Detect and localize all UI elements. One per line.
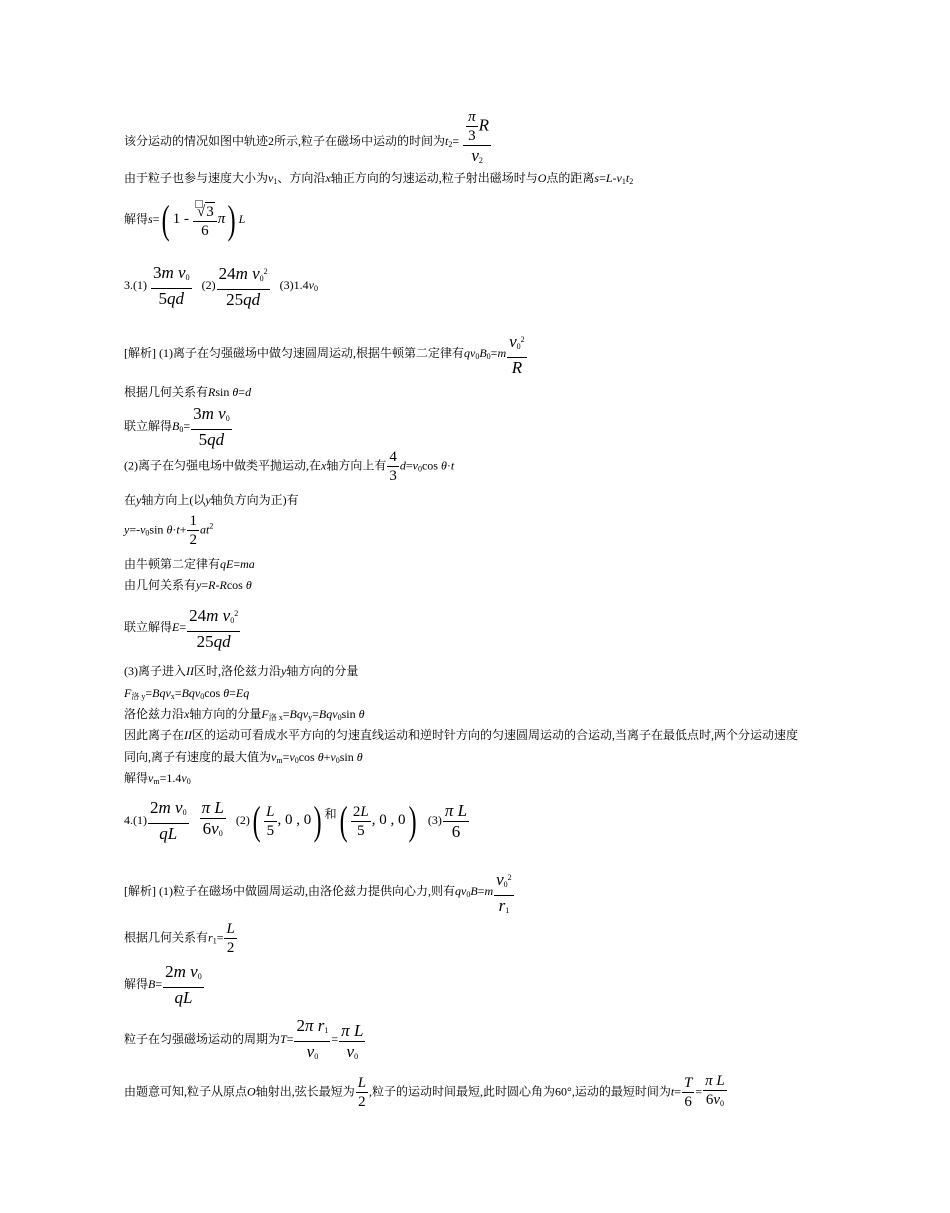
text: 联立解得 bbox=[124, 418, 173, 433]
text: 根据几何关系有 bbox=[124, 930, 209, 945]
analysis-3-line6: $y=-v_0\sin$ θ·t+ $\frac{1}{2}$ $at^2$ bbox=[124, 513, 214, 548]
text: (3)离子进入 bbox=[124, 664, 186, 678]
fraction: $\frac{L}{5}$ bbox=[266, 803, 275, 839]
text: 联立解得 bbox=[124, 619, 173, 634]
fraction: $\frac{2m v_0}{qL}$ bbox=[165, 962, 202, 1007]
analysis-4-line3: 解得B= $\frac{2m v_0}{qL}$ bbox=[124, 962, 202, 1007]
answer-3: 3.(1) $\frac{3m v_0}{5qd}$ (2) $\frac{24m v_0^2}{25qd}$ $(3)1.4v_0$ bbox=[124, 263, 318, 309]
text: 根据几何关系有 bbox=[124, 385, 209, 399]
analysis-3-line9: 联立解得E= $\frac{24m v_0^2}{25qd}$ bbox=[124, 606, 239, 651]
fraction: $\frac{√3}{6}$ bbox=[193, 200, 217, 240]
analysis-3-line14: 同向,离子有速度的最大值为$v_m=v_0\cos$ $\theta+v_0\sin$ θ bbox=[124, 750, 363, 765]
text: 该分运动的情况如图中轨迹2所示,粒子在磁场中运动的时间为 bbox=[124, 134, 446, 148]
analysis-4-line5: 由题意可知,粒子从原点O轴射出,弦长最短为 $\frac{L}{2}$ ,粒子的运动时间最短,此时圆心角为60°,运动的最短时间为t= $\frac{T}{6}$ = $\frac{\text{π L}}{6v_0}$ bbox=[124, 1072, 728, 1113]
text: 轴负方向为正)有 bbox=[210, 493, 299, 507]
text: 解得 bbox=[124, 976, 149, 991]
text: 、方向沿 bbox=[277, 171, 326, 185]
analysis-3-line10: (3)离子进入II区时,洛伦兹力沿y轴方向的分量 bbox=[124, 664, 359, 678]
fraction: $\frac{2\pi r_1}{v_0}$ bbox=[296, 1016, 329, 1061]
analysis-3-line15: 解得$v_m=1.4v_0$ bbox=[124, 771, 191, 786]
text: 和 bbox=[324, 806, 337, 821]
text: 轴射出,弦长最短为 bbox=[255, 1084, 355, 1099]
fraction: $\frac{3m v_0}{5qd}$ bbox=[153, 263, 190, 308]
analysis-3-line11: $F_{洛 y}=Bqv_x=Bqv_0\cos$ θ=Eq bbox=[124, 686, 250, 701]
text: 轴方向上有 bbox=[326, 458, 387, 473]
text: (3) bbox=[427, 812, 442, 827]
analysis-3-line13: 因此离子在II区的运动可看成水平方向的匀速直线运动和逆时针方向的匀速圆周运动的合运动,当离子在最低点时,两个分运动速度 bbox=[124, 728, 799, 742]
analysis-3-line1: [解析] (1)离子在匀强磁场中做匀速圆周运动,根据牛顿第二定律有$qv_0B_0=m$ $\frac{v_0^2}{R}$ bbox=[124, 332, 525, 377]
analysis-3-line4: (2)离子在匀强电场中做类平抛运动,在x轴方向上有 $\frac{4}{3}$ $d=v_0\cos$ θ·t bbox=[124, 449, 455, 484]
analysis-4-line2: 根据几何关系有$r_1=$ $\frac{L}{2}$ bbox=[124, 921, 235, 956]
fraction: $\frac{\text{π L}}{v_0}$ bbox=[341, 1021, 364, 1061]
text: ,粒子的运动时间最短,此时圆心角为60°,运动的最短时间为 bbox=[369, 1084, 671, 1099]
analysis-3-line2: 根据几何关系有Rsin θ=d bbox=[124, 385, 252, 399]
text: 区时,洛伦兹力沿 bbox=[194, 664, 282, 678]
line-distance: 由于粒子也参与速度大小为$v_1$、方向沿x轴正方向的匀速运动,粒子射出磁场时与O点的距离$s=L-v_1t_2$ bbox=[124, 171, 634, 186]
analysis-4-line4: 粒子在匀强磁场运动的周期为T= $\frac{2\pi r_1}{v_0}$ = $\frac{\text{π L}}{v_0}$ bbox=[124, 1016, 366, 1067]
text: 由几何关系有 bbox=[124, 578, 197, 592]
text: (2)离子在匀强电场中做类平抛运动,在 bbox=[124, 458, 321, 473]
text: 解得 bbox=[124, 211, 149, 226]
text: 轴方向的分量 bbox=[189, 707, 262, 721]
line-time-t2: 该分运动的情况如图中轨迹2所示,粒子在磁场中运动的时间为$t_2=$ $\frac{\pi}{3}$ R $v_2$ bbox=[124, 108, 492, 171]
text: 洛伦兹力沿 bbox=[124, 707, 185, 721]
line-solve-s: 解得s=( 1 - $\frac{√3}{6}$ π) L bbox=[124, 197, 246, 242]
fraction: $\frac{\pi}{3}$ R $v_2$ bbox=[463, 108, 491, 171]
fraction: $\frac{24m v_0^2}{25qd}$ bbox=[189, 606, 239, 651]
text: 4.(1) bbox=[124, 812, 147, 827]
analysis-3-line5: 在y轴方向上(以y轴负方向为正)有 bbox=[124, 493, 299, 507]
fraction: $\frac{L}{2}$ bbox=[357, 1075, 367, 1110]
analysis-4-line1: [解析] (1)粒子在磁场中做圆周运动,由洛伦兹力提供向心力,则有$qv_0B=m$ $\frac{v_0^2}{r_1}$ bbox=[124, 868, 515, 921]
text: 点的距离 bbox=[546, 171, 595, 185]
fraction: $\frac{v_0^2}{R}$ bbox=[509, 332, 525, 377]
fraction: $\frac{24m v_0^2}{25qd}$ bbox=[218, 264, 268, 309]
fraction: $\frac{2m v_0}{qL}$ bbox=[150, 798, 187, 843]
text: 解得 bbox=[124, 771, 149, 785]
text: 粒子在匀强磁场运动的周期为 bbox=[124, 1032, 281, 1046]
text: (2) bbox=[201, 277, 216, 292]
text: [解析] (1)离子在匀强磁场中做匀速圆周运动,根据牛顿第二定律有 bbox=[124, 346, 464, 360]
text: 因此离子在 bbox=[124, 728, 185, 742]
text: (2) bbox=[235, 812, 250, 827]
analysis-3-line8: 由几何关系有y=R-Rcos θ bbox=[124, 578, 252, 592]
text: 轴方向上(以 bbox=[141, 493, 206, 507]
fraction: $\frac{3m v_0}{5qd}$ bbox=[193, 404, 230, 449]
text: 由于粒子也参与速度大小为 bbox=[124, 171, 269, 185]
fraction: $\frac{T}{6}$ bbox=[683, 1075, 693, 1110]
fraction: $\frac{\text{π L}}{6v_0}$ bbox=[201, 798, 224, 838]
text: 3.(1) bbox=[124, 277, 147, 292]
fraction: $\frac{2L}{5}$ bbox=[352, 803, 369, 839]
analysis-3-line12: 洛伦兹力沿x轴方向的分量$F_{洛 x}=Bqv_y=Bqv_0\sin$ θ bbox=[124, 707, 365, 722]
analysis-3-line7: 由牛顿第二定律有qE=ma bbox=[124, 557, 255, 571]
fraction: $\frac{1}{2}$ bbox=[189, 513, 197, 548]
fraction: $\frac{\text{π L}}{6v_0}$ bbox=[705, 1073, 725, 1108]
analysis-3-line3: 联立解得$B_0=$ $\frac{3m v_0}{5qd}$ bbox=[124, 404, 230, 449]
answer-4: 4.(1) $\frac{2m v_0}{qL}$ $\frac{\text{π L}}{6v_0}$ (2)( $\frac{L}{5}$ , 0 , 0) 和( $\frac{2L}{5}$ , 0 , 0) (3) $\frac{\text{π L}}{6}$ bbox=[124, 798, 468, 843]
text: (3)1.4 bbox=[279, 277, 309, 292]
fraction: $\frac{\text{π L}}{6}$ bbox=[444, 800, 468, 841]
text: 同向,离子有速度的最大值为 bbox=[124, 750, 272, 764]
text: [解析] (1)粒子在磁场中做圆周运动,由洛伦兹力提供向心力,则有 bbox=[124, 884, 455, 898]
text: 由题意可知,粒子从原点 bbox=[124, 1084, 248, 1099]
fraction: $\frac{L}{2}$ bbox=[226, 921, 235, 956]
text: 由牛顿第二定律有 bbox=[124, 557, 221, 571]
text: 区的运动可看成水平方向的匀速直线运动和逆时针方向的匀速圆周运动的合运动,当离子在最低点时,两个分运动速度 bbox=[192, 728, 799, 742]
text: 在 bbox=[124, 493, 137, 507]
text: 轴方向的分量 bbox=[286, 664, 359, 678]
fraction: $\frac{v_0^2}{r_1}$ bbox=[496, 870, 512, 915]
text: 轴正方向的匀速运动,粒子射出磁场时与 bbox=[330, 171, 538, 185]
fraction: $\frac{4}{3}$ bbox=[389, 449, 397, 484]
